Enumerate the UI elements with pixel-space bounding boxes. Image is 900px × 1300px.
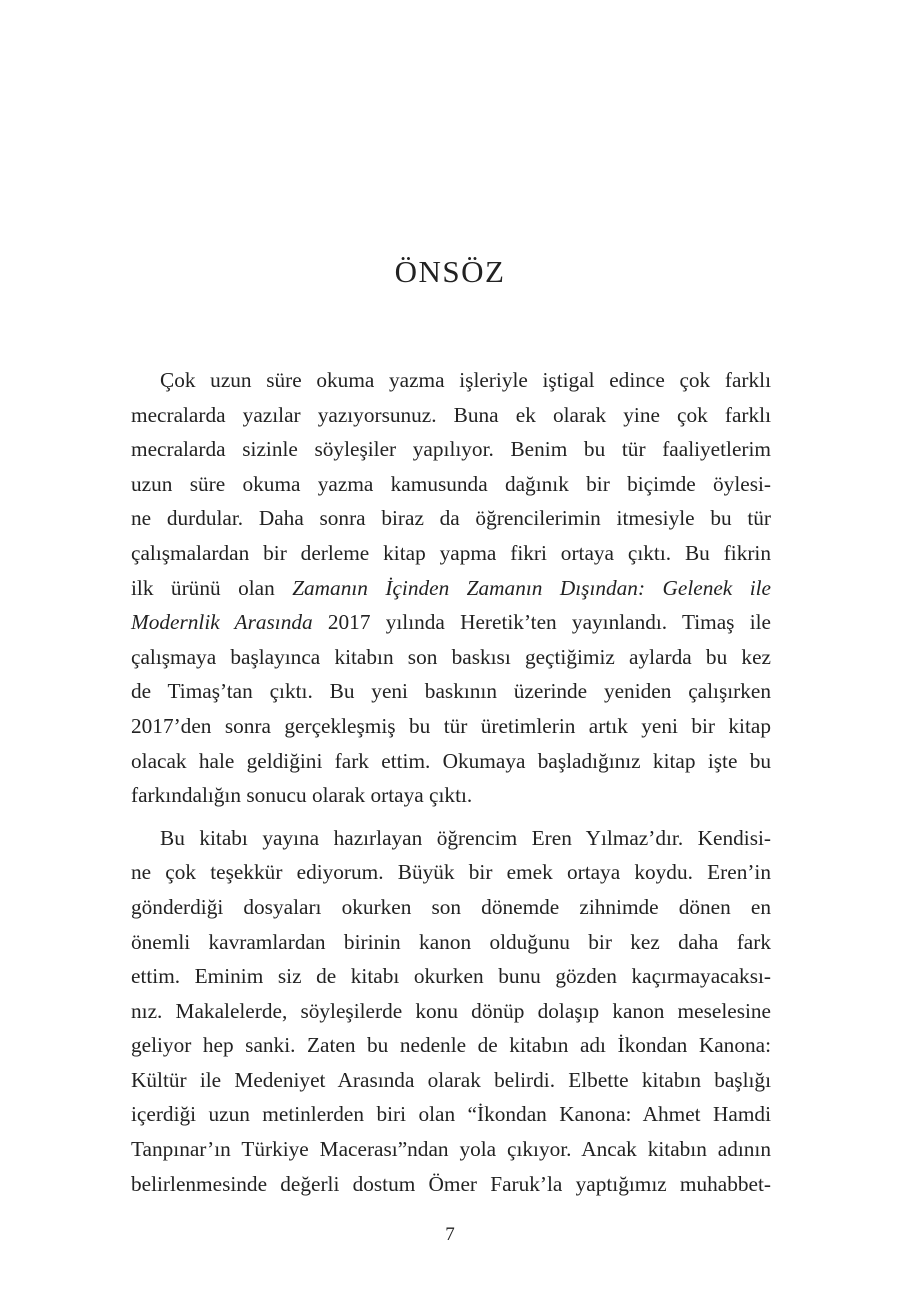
chapter-title: ÖNSÖZ bbox=[394, 254, 506, 289]
text-line bbox=[131, 536, 771, 571]
text-line bbox=[131, 855, 771, 890]
text-segment: de Timaş’tan çıktı. Bu yeni baskının üzerinde yeniden çalışırken bbox=[131, 679, 771, 704]
text-line bbox=[131, 1167, 771, 1202]
text-line bbox=[131, 432, 771, 467]
body-text bbox=[131, 363, 771, 1201]
text-segment: 2017 yılında Heretik’ten yayınlandı. Timaş ile bbox=[312, 610, 771, 635]
text-line bbox=[131, 1132, 771, 1167]
text-line bbox=[131, 821, 771, 856]
paragraph bbox=[131, 363, 771, 813]
text-line bbox=[131, 1097, 771, 1132]
text-segment: Kültür ile Medeniyet Arasında olarak belirdi. Elbette kitabın başlığı bbox=[131, 1067, 771, 1092]
text-segment: içerdiği uzun metinlerden biri olan “İkondan Kanona: Ahmet Hamdi bbox=[131, 1102, 771, 1127]
text-segment: ettim. Eminim siz de kitabı okurken bunu gözden kaçırmayacaksı- bbox=[131, 964, 771, 989]
italic-book-title: Modernlik Arasında bbox=[131, 610, 313, 635]
text-line bbox=[131, 674, 771, 709]
text-line bbox=[131, 571, 771, 606]
text-segment: 2017’den sonra gerçekleşmiş bu tür üretimlerin artık yeni bir kitap bbox=[131, 713, 771, 738]
text-segment: nız. Makalelerde, söyleşilerde konu dönüp dolaşıp kanon meselesine bbox=[131, 998, 771, 1023]
text-line bbox=[131, 959, 771, 994]
text-segment: mecralarda sizinle söyleşiler yapılıyor. Benim bu tür faaliyetlerim bbox=[131, 437, 771, 462]
text-line bbox=[131, 994, 771, 1029]
text-line bbox=[131, 398, 771, 433]
italic-book-title: Zamanın İçinden Zamanın Dışından: Gelenek ile bbox=[292, 575, 771, 600]
text-segment: farkındalığın sonucu olarak ortaya çıktı. bbox=[131, 783, 473, 808]
text-line bbox=[131, 501, 771, 536]
text-line bbox=[131, 1028, 771, 1063]
text-line bbox=[131, 890, 771, 925]
text-line bbox=[131, 467, 771, 502]
text-line bbox=[131, 640, 771, 675]
text-line bbox=[131, 363, 771, 398]
text-segment: olacak hale geldiğini fark ettim. Okumaya başladığınız kitap işte bu bbox=[131, 748, 771, 773]
text-line bbox=[131, 925, 771, 960]
text-segment: çalışmaya başlayınca kitabın son baskısı geçtiğimiz aylarda bu kez bbox=[131, 644, 771, 669]
text-segment: Tanpınar’ın Türkiye Macerası”ndan yola çıkıyor. Ancak kitabın adının bbox=[131, 1137, 771, 1162]
text-segment: belirlenmesinde değerli dostum Ömer Faruk’la yaptığımız muhabbet- bbox=[131, 1171, 771, 1196]
text-segment: ne durdular. Daha sonra biraz da öğrencilerimin itmesiyle bu tür bbox=[131, 506, 771, 531]
text-segment: Çok uzun süre okuma yazma işleriyle iştigal edince çok farklı bbox=[160, 368, 771, 392]
text-line bbox=[131, 1063, 771, 1098]
page-number: 7 bbox=[445, 1224, 455, 1245]
text-segment: ne çok teşekkür ediyorum. Büyük bir emek ortaya koydu. Eren’in bbox=[131, 860, 771, 885]
text-segment: geliyor hep sanki. Zaten bu nedenle de kitabın adı İkondan Kanona: bbox=[131, 1033, 771, 1058]
text-line bbox=[131, 744, 771, 779]
text-segment: gönderdiği dosyaları okurken son dönemde zihnimde dönen en bbox=[131, 894, 771, 919]
text-segment: ilk ürünü olan bbox=[131, 575, 293, 600]
text-line bbox=[131, 605, 771, 640]
text-line bbox=[131, 709, 771, 744]
text-segment: mecralarda yazılar yazıyorsunuz. Buna ek olarak yine çok farklı bbox=[131, 402, 771, 427]
text-segment: Bu kitabı yayına hazırlayan öğrencim Eren Yılmaz’dır. Kendisi- bbox=[160, 825, 771, 850]
text-segment: önemli kavramlardan birinin kanon olduğunu bir kez daha fark bbox=[131, 929, 771, 954]
text-segment: uzun süre okuma yazma kamusunda dağınık bir biçimde öylesi- bbox=[131, 471, 771, 496]
text-segment: çalışmalardan bir derleme kitap yapma fikri ortaya çıktı. Bu fikrin bbox=[131, 540, 771, 565]
paragraph bbox=[131, 821, 771, 1202]
text-line bbox=[131, 778, 771, 813]
